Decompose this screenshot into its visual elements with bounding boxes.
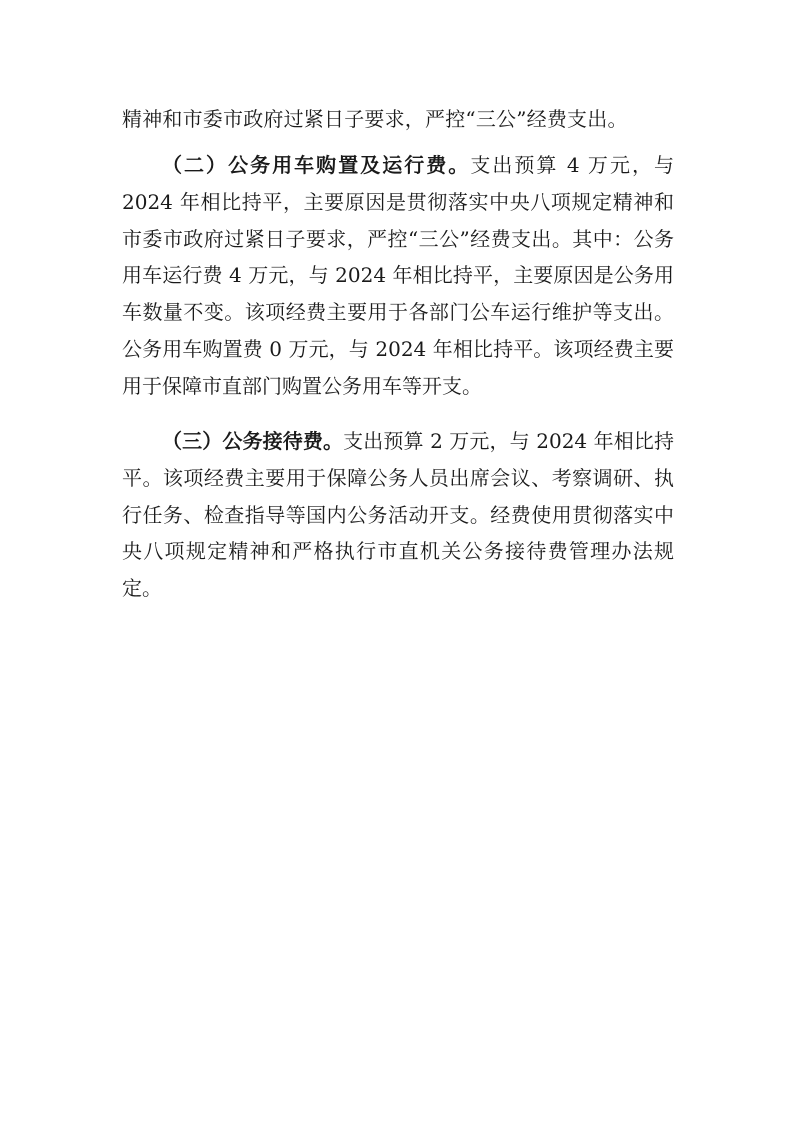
reception-expense-body: 支出预算 2 万元，与 2024 年相比持平。该项经费主要用于保障公务人员出席会议、考察调研、执行任务、检查指导等国内公务活动开支。经费使用贯彻落实中央八项规定精神和严格执行市直机关公务接待费管理办法规定。: [122, 429, 674, 601]
reception-expense-heading: （三）公务接待费。: [162, 429, 344, 453]
carry-over-paragraph: 精神和市委市政府过紧日子要求，严控“三公”经费支出。: [122, 107, 628, 131]
vehicle-expense-heading: （二）公务用车购置及运行费。: [162, 153, 471, 177]
reception-expense-paragraph: [122, 423, 674, 607]
vehicle-expense-body: 支出预算 4 万元，与 2024 年相比持平，主要原因是贯彻落实中央八项规定精神和市委市政府过紧日子要求，严控“三公”经费支出。其中：公务用车运行费 4 万元，与 2024 年相比持平，主要原因是公务用车数量不变。该项经费主要用于各部门公车运行维护等支出。公务用车购置费 0 万元，与 2024 年相比持平。该项经费主要用于保障市直部门购置公务用车等开支。: [122, 153, 674, 398]
vehicle-expense-paragraph: [122, 147, 674, 405]
